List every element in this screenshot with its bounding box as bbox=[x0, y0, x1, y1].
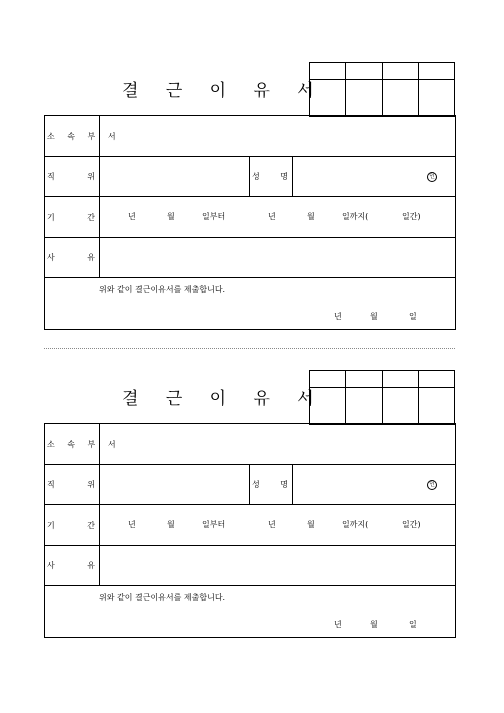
date-year: 년 bbox=[334, 620, 342, 629]
approval-header-cell bbox=[310, 371, 346, 388]
reason-label-a: 사 bbox=[47, 253, 55, 262]
approval-header-cell bbox=[418, 63, 454, 80]
reason-field[interactable] bbox=[100, 238, 456, 278]
reason-label-cell bbox=[45, 238, 100, 278]
period-from: 일부터 bbox=[202, 212, 226, 221]
period-field[interactable] bbox=[100, 197, 456, 238]
period-label-cell bbox=[45, 197, 100, 238]
department-field[interactable] bbox=[100, 116, 456, 157]
cut-line bbox=[44, 348, 455, 349]
approval-sign-cell[interactable] bbox=[310, 388, 346, 425]
approval-sign-cell[interactable] bbox=[418, 80, 454, 117]
period-label-b: 간 bbox=[87, 212, 95, 222]
approval-sign-cell[interactable] bbox=[418, 388, 454, 425]
approval-header-cell bbox=[418, 371, 454, 388]
period-until: 일까지( bbox=[342, 212, 369, 221]
period-month-1: 월 bbox=[167, 520, 175, 529]
department-label-cell bbox=[45, 424, 121, 465]
approval-header-cell bbox=[346, 63, 382, 80]
date-year: 년 bbox=[334, 312, 342, 321]
approval-sign-cell[interactable] bbox=[382, 80, 418, 117]
approval-sign-cell[interactable] bbox=[310, 80, 346, 117]
name-field[interactable] bbox=[293, 465, 456, 505]
approval-sign-cell[interactable] bbox=[346, 80, 382, 117]
position-field[interactable] bbox=[100, 465, 250, 505]
seal-mark: 인 bbox=[427, 172, 437, 182]
form-table bbox=[44, 423, 456, 638]
period-days: 일간) bbox=[402, 520, 421, 529]
position-label-cell bbox=[45, 465, 100, 505]
name-label-b: 명 bbox=[280, 480, 288, 489]
period-month-2: 월 bbox=[307, 212, 315, 221]
period-year-2: 년 bbox=[268, 520, 276, 529]
approval-header-cell bbox=[382, 371, 418, 388]
date-month: 월 bbox=[370, 620, 378, 629]
reason-label-b: 유 bbox=[87, 561, 95, 570]
name-label-cell bbox=[250, 157, 293, 197]
period-from: 일부터 bbox=[202, 520, 226, 529]
form-title: 결 근 이 유 서 bbox=[122, 389, 325, 409]
department-field[interactable] bbox=[100, 424, 456, 465]
approval-sign-cell[interactable] bbox=[382, 388, 418, 425]
period-month-1: 월 bbox=[167, 212, 175, 221]
period-year-1: 년 bbox=[128, 520, 136, 529]
position-field[interactable] bbox=[100, 157, 250, 197]
department-label-cell bbox=[45, 116, 121, 157]
period-label-a: 기 bbox=[47, 212, 55, 222]
approval-box bbox=[309, 62, 455, 117]
date-month: 월 bbox=[370, 312, 378, 321]
period-field[interactable] bbox=[100, 505, 456, 546]
reason-label-cell bbox=[45, 546, 100, 586]
statement-text: 위와 같이 결근이유서를 제출합니다. bbox=[99, 285, 226, 294]
reason-label-a: 사 bbox=[47, 561, 55, 570]
form-title: 결 근 이 유 서 bbox=[122, 81, 325, 101]
absence-form-bottom bbox=[44, 370, 455, 636]
name-label-b: 명 bbox=[280, 172, 288, 181]
position-label-b: 위 bbox=[87, 172, 95, 181]
position-label-b: 위 bbox=[87, 480, 95, 489]
period-until: 일까지( bbox=[342, 520, 369, 529]
department-label: 소 속 부 서 bbox=[47, 439, 121, 449]
position-label-a: 직 bbox=[47, 480, 55, 489]
name-field[interactable] bbox=[293, 157, 456, 197]
approval-header-cell bbox=[310, 63, 346, 80]
date-day: 일 bbox=[409, 620, 417, 629]
reason-field[interactable] bbox=[100, 546, 456, 586]
statement-cell bbox=[45, 278, 456, 330]
approval-header-cell bbox=[346, 371, 382, 388]
form-table bbox=[44, 115, 456, 330]
period-month-2: 월 bbox=[307, 520, 315, 529]
absence-form-top bbox=[44, 62, 455, 328]
approval-box bbox=[309, 370, 455, 425]
reason-label-b: 유 bbox=[87, 253, 95, 262]
name-label-cell bbox=[250, 465, 293, 505]
period-year-1: 년 bbox=[128, 212, 136, 221]
position-label-cell bbox=[45, 157, 100, 197]
name-label-a: 성 bbox=[252, 172, 260, 181]
approval-sign-cell[interactable] bbox=[346, 388, 382, 425]
department-label: 소 속 부 서 bbox=[47, 131, 121, 141]
period-label-a: 기 bbox=[47, 520, 55, 530]
name-label-a: 성 bbox=[252, 480, 260, 489]
period-label-cell bbox=[45, 505, 100, 546]
statement-cell bbox=[45, 586, 456, 638]
period-days: 일간) bbox=[402, 212, 421, 221]
approval-header-cell bbox=[382, 63, 418, 80]
position-label-a: 직 bbox=[47, 172, 55, 181]
seal-mark: 인 bbox=[427, 480, 437, 490]
date-day: 일 bbox=[409, 312, 417, 321]
statement-text: 위와 같이 결근이유서를 제출합니다. bbox=[99, 593, 226, 602]
period-label-b: 간 bbox=[87, 520, 95, 530]
period-year-2: 년 bbox=[268, 212, 276, 221]
